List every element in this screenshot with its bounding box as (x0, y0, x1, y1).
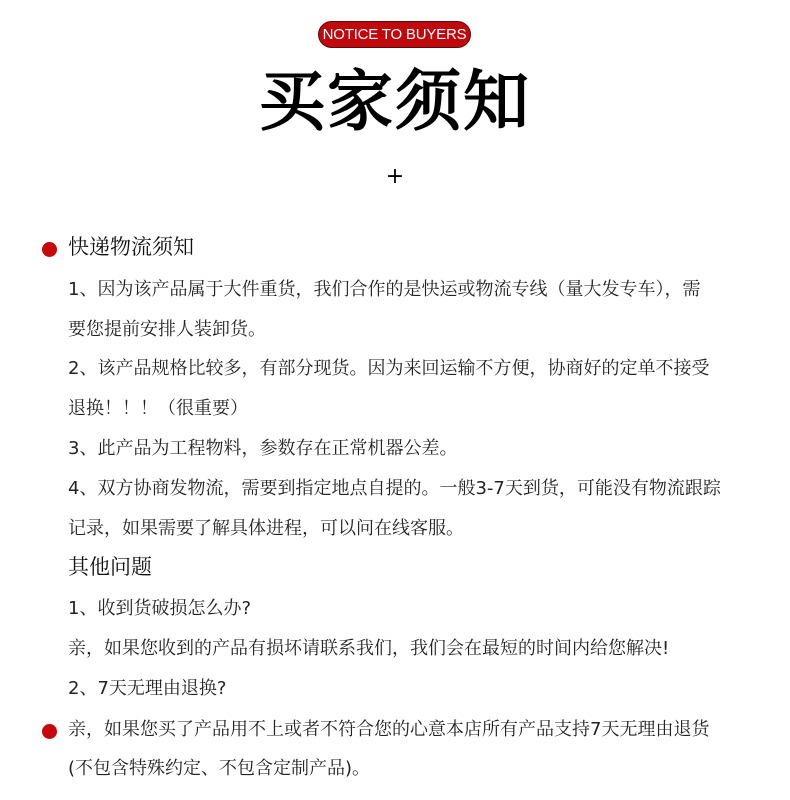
other-line-5: (不包含特殊约定、不包含定制产品)。 (68, 758, 371, 779)
red-dot-bullet-icon (42, 242, 57, 257)
shipping-line-6: 4、双方协商发物流，需要到指定地点自提的。一般3-7天到货，可能没有物流跟踪 (68, 478, 721, 499)
shipping-line-4: 退换！！！（很重要） (68, 398, 248, 419)
other-section-heading: 其他问题 (68, 555, 152, 579)
shipping-section-heading: 快递物流须知 (68, 235, 194, 259)
other-line-3: 2、7天无理由退换? (68, 678, 227, 699)
shipping-line-5: 3、此产品为工程物料，参数存在正常机器公差。 (68, 438, 458, 459)
notice-to-buyers-badge: NOTICE TO BUYERS (318, 21, 471, 48)
shipping-line-3: 2、该产品规格比较多，有部分现货。因为来回运输不方便，协商好的定单不接受 (68, 358, 710, 379)
other-line-4: 亲，如果您买了产品用不上或者不符合您的心意本店所有产品支持7天无理由退货 (68, 719, 710, 740)
plus-divider-icon: + (385, 164, 405, 189)
shipping-line-1: 1、因为该产品属于大件重货，我们合作的是快运或物流专线（量大发专车），需 (68, 279, 701, 300)
shipping-line-7: 记录，如果需要了解具体进程，可以问在线客服。 (68, 518, 464, 539)
other-line-1: 1、收到货破损怎么办? (68, 598, 252, 619)
red-dot-bullet-icon (42, 724, 57, 739)
shipping-line-2: 要您提前安排人装卸货。 (68, 319, 266, 340)
other-line-2: 亲，如果您收到的产品有损坏请联系我们，我们会在最短的时间内给您解决! (68, 638, 670, 659)
page-title: 买家须知 (259, 63, 531, 140)
